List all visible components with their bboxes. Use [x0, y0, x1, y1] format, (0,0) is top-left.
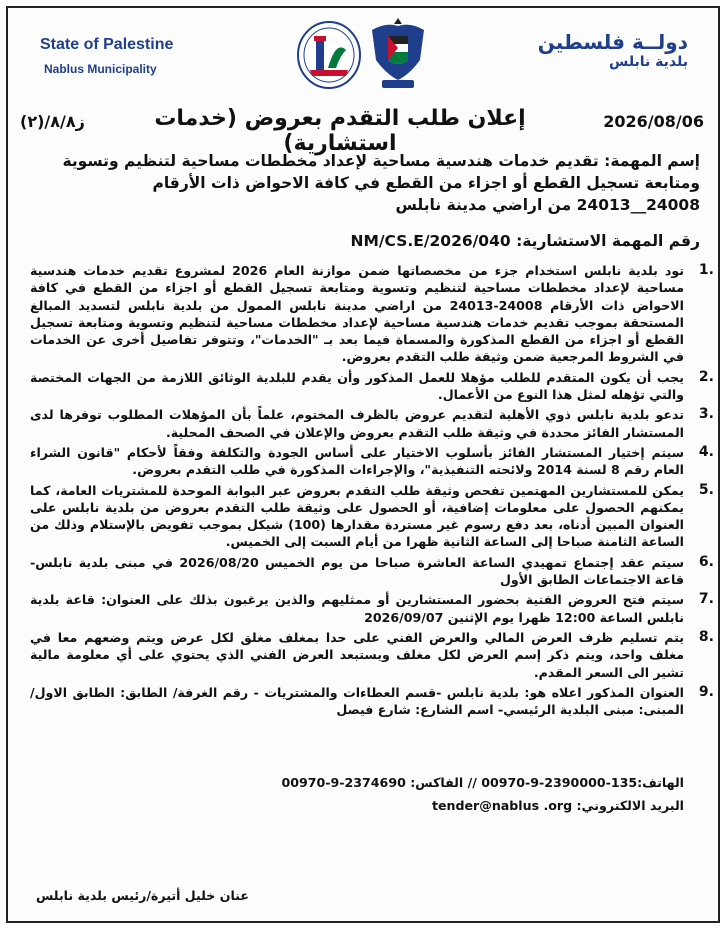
item-text: يتم تسليم ظرف العرض المالي والعرض الفني على حدا بمغلف مغلق لكل عرض ويتم وضعهم معا في مغلف واحد، ويتم ذكر إسم العرض لكل مغلف ويستبعد العرض الفني الذي يحتوي على أي معلومة مالية تشير الى السعر المقدم. [30, 629, 684, 680]
municipality-name-en: Nablus Municipality [44, 62, 157, 76]
email-line: البريد الالكتروني: tender@nablus .org [431, 798, 684, 814]
item-text: تود بلدية نابلس استخدام جزء من مخصصاتها ضمن موازنة العام 2026 لمشروع تقديم خدمات هندسية مساحية لإعداد مخططات مساحية لتنظيم وتسوية ومتابعة تسجيل القطع أو اجزاء من القطع في كافة الاحواض ذات الأرقام 24008-24013 من اراضي مدينة نابلس الممول من بلدية نابلس لتسديد المبالغ المستحقة بموجب تقديم خدمات هندسية مساحية لإعداد مخططات مساحية لتنظيم وتسوية ومتابعة تسجيل القطع أو اجزاء من القطع المذكورة والمسماة فيما بعد بـ "الخدمات"، وتتوفر تفاصيل أخرى عن الخدمات في الشروط المرجعية ضمن وثيقة طلب التقدم بعروض. [30, 263, 685, 365]
item-number: .3 [698, 406, 714, 423]
item-number: .8 [698, 628, 714, 645]
announcement-date: 2026/08/06 [603, 112, 704, 131]
item-text: يجب أن يكون المتقدم للطلب مؤهلا للعمل المذكور وأن يقدم للبلدية الوثائق اللازمة من الجهات المختصة والتي تؤهله لمثل هذا النوع من الأعمال. [30, 369, 684, 403]
item-text: العنوان المذكور اعلاه هو: بلدية نابلس -قسم العطاءات والمشتريات - رقم الغرفة/ الطابق: الطابق الاول/ المبنى: مبنى البلدية الرئيسي- اسم الشارع: شارع فيصل [30, 684, 684, 718]
task-code: رقم المهمة الاستشارية: NM/CS.E/2026/040 [350, 232, 700, 250]
list-item [30, 369, 714, 404]
palestine-eagle-emblem [368, 14, 428, 92]
list-item [30, 554, 714, 589]
header-arabic [538, 30, 688, 70]
signature: عنان خليل أتيرة/رئيس بلدية نابلس [36, 888, 249, 903]
reference-number: ز٨/٨/(٢) [20, 112, 85, 131]
list-item [30, 591, 714, 626]
header-english [40, 36, 173, 76]
item-text: سيتم فتح العروض الفنية بحضور المستشارين أو ممثليهم والذين يرغبون بذلك على العنوان: قاعة بلدية نابلس الساعة 12:00 ظهرا يوم الإثنين 2026/09/07 [30, 592, 684, 625]
item-number: .7 [698, 591, 714, 608]
contact-block [30, 774, 714, 815]
nablus-municipality-logo [296, 20, 362, 90]
item-number: .2 [698, 368, 714, 385]
phone-fax-line: الهاتف:135-2390000-9-00970 // الفاكس: 2374690-9-00970 [281, 775, 684, 790]
task-name: إسم المهمة: تقديم خدمات هندسية مساحية لإعداد مخططات مساحية لتنظيم وتسوية ومتابعة تسجيل القطع أو اجزاء من القطع في كافة الاحواض ذات الأرقام 24008__24013 من اراضي مدينة نابلس [62, 152, 700, 214]
item-text: سيتم إختيار المستشار الفائز بأسلوب الاختيار على أساس الجودة والتكلفة وفقاً لأحكام "قانون الشراء العام رقم 8 لسنة 2014 ولائحته التنفيذية"، والإجراءات المذكورة في طلب التقدم بعروض. [30, 444, 684, 478]
announcement-title: إعلان طلب التقدم بعروض (خدمات استشارية) [154, 106, 526, 156]
list-item [30, 482, 714, 551]
item-text: تدعو بلدية نابلس ذوي الأهلية لتقديم عروض بالظرف المختوم، علماً بأن المؤهلات المطلوب توفرها لدى المستشار الفائز محددة في وثيقة طلب التقدم بعروض والإعلان في الصحف المحلية. [30, 407, 684, 440]
item-number: .1 [698, 262, 714, 278]
state-name-en: State of Palestine [40, 36, 174, 53]
municipality-name-ar: بلدية نابلس [609, 54, 688, 70]
list-item [30, 262, 714, 366]
item-number: .6 [698, 553, 714, 570]
item-text: سيتم عقد إجتماع تمهيدي الساعة العاشرة صباحا من يوم الخميس 2026/08/20 في مبنى بلدية نابلس- قاعة الاجتماعات الطابق الأول [30, 554, 684, 588]
item-number: .4 [698, 443, 714, 460]
list-item [30, 444, 714, 479]
item-text: يمكن للمستشارين المهتمين تفحص وثيقة طلب التقدم بعروض عبر البوابة الموحدة للمشتريات العامة، كما يمكنهم الحصول على معلومات إضافية، أو الحصول على وثيقة طلب التقدم بعروض من بلدية نابلس على العنوان المبين أدناه، بعد دفع رسوم غير مستردة مقدارها (100) شيكل بموجب تفويض بالإستلام وذلك من الساعة الثامنة صباحا إلى الساعة الثانية ظهرا من أيام السبت إلى الخميس. [30, 482, 684, 550]
list-item [30, 684, 714, 719]
conditions-list [30, 262, 714, 721]
item-number: .9 [698, 683, 714, 700]
state-name-ar: دولــة فلسطين [537, 30, 688, 54]
list-item [30, 406, 714, 441]
list-item [30, 629, 714, 681]
item-number: .5 [698, 481, 714, 498]
